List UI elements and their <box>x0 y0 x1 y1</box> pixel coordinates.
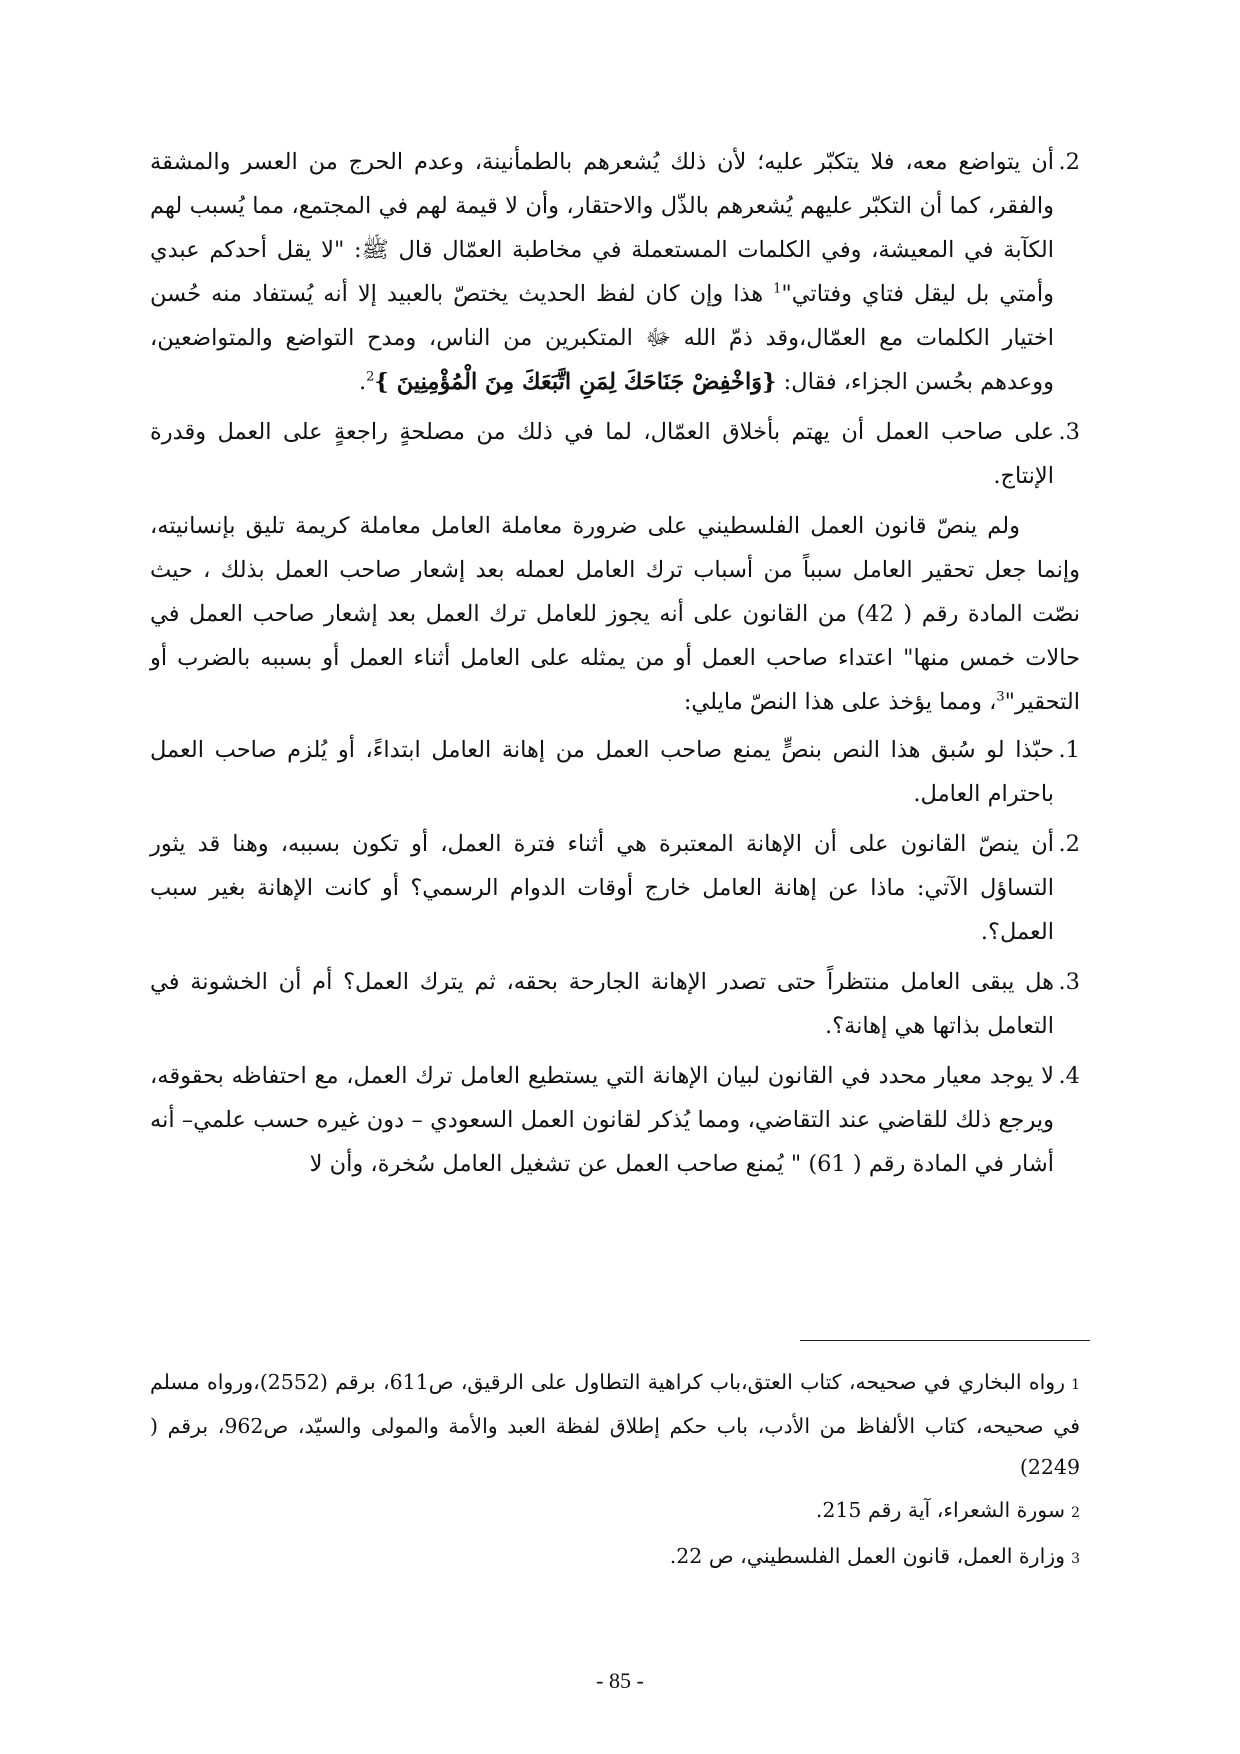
item-number: 2. <box>1058 149 1080 175</box>
item-text-part: . <box>358 369 367 395</box>
footnote-number: 3 <box>1071 1551 1080 1567</box>
page-number: - 85 - <box>596 1668 644 1693</box>
remark-item-3 <box>150 960 1080 1048</box>
footnote-text: سورة الشعراء، آية رقم 215. <box>815 1498 1066 1522</box>
footnote-1 <box>150 1362 1080 1488</box>
footnote-3 <box>150 1536 1080 1580</box>
footnote-2 <box>150 1490 1080 1534</box>
footnote-ref: 2 <box>366 369 375 385</box>
footnote-text: وزارة العمل، قانون العمل الفلسطيني، ص 22. <box>669 1544 1066 1568</box>
item-text <box>150 140 1054 404</box>
item-text: على صاحب العمل أن يهتم بأخلاق العمّال، لما في ذلك من مصلحةٍ راجعةٍ على العمل وقدرة الإنتاج. <box>150 419 1054 489</box>
footnotes <box>150 1362 1080 1582</box>
footnote-ref: 1 <box>773 281 782 297</box>
item-number: 1. <box>1058 737 1080 763</box>
item-text-part: هذا وإن كان لفظ الحديث يختصّ بالعبيد إلا أنه يُستفاد منه حُسن اختيار الكلمات مع العمّال،وقد ذمّ الله ﷻ المتكبرين من الناس، ومدح التواضع والمتواضعين، ووعدهم بحُسن الجزاء، فقال: <box>150 281 1054 395</box>
item-text-part: أن يتواضع معه، فلا يتكبّر عليه؛ لأن ذلك يُشعرهم بالطمأنينة، وعدم الحرج من العسر والمشقة والفقر، كما أن التكبّر عليهم يُشعرهم بالذّل والاحتقار، وأن لا قيمة لهم في المجتمع، مما يُسبب لهم الكآبة في المعيشة، وفي الكلمات المستعملة في مخاطبة العمّال قال ﷺ: "لا يقل أحدكم عبدي وأمتي بل ليقل فتاي وفتاتي" <box>150 149 1054 307</box>
item-number: 4. <box>1058 1063 1080 1089</box>
footnote-number: 2 <box>1071 1505 1080 1521</box>
list-item-3 <box>150 410 1080 498</box>
page-body <box>150 140 1080 1192</box>
paragraph-text: ، ومما يؤخذ على هذا النصّ مايلي: <box>683 689 997 715</box>
quran-verse: {وَاخْفِضْ جَنَاحَكَ لِمَنِ اتَّبَعَكَ مِنَ الْمُؤْمِنِينَ } <box>374 369 777 395</box>
list-item-2 <box>150 140 1080 404</box>
footnote-ref: 3 <box>996 689 1005 705</box>
paragraph-text: ولم ينصّ قانون العمل الفلسطيني على ضرورة معاملة العامل معاملة كريمة تليق بإنسانيته، وإنما جعل تحقير العامل سبباً من أسباب ترك العامل لعمله بعد إشعار صاحب العمل بذلك ، حيث نصّت المادة رقم ( 42) من القانون على أنه يجوز للعامل ترك العمل بعد إشعار صاحب العمل في حالات خمس منها" اعتداء صاحب العمل أو من يمثله على العامل أثناء العمل أو بسببه بالضرب أو التحقير" <box>150 513 1080 715</box>
remark-item-4 <box>150 1054 1080 1186</box>
footnote-number: 1 <box>1071 1377 1080 1393</box>
body-paragraph <box>150 504 1080 724</box>
remark-item-2 <box>150 822 1080 954</box>
item-text: هل يبقى العامل منتظراً حتى تصدر الإهانة الجارحة بحقه، ثم يترك العمل؟ أم أن الخشونة في التعامل بذاتها هي إهانة؟. <box>150 969 1054 1039</box>
item-number: 3. <box>1058 419 1080 445</box>
footnote-separator <box>800 1340 1090 1341</box>
item-text: أن ينصّ القانون على أن الإهانة المعتبرة هي أثناء فترة العمل، أو تكون بسببه، وهنا قد يثور التساؤل الآتي: ماذا عن إهانة العامل خارج أوقات الدوام الرسمي؟ أو كانت الإهانة بغير سبب العمل؟. <box>150 831 1054 945</box>
item-number: 3. <box>1058 969 1080 995</box>
item-number: 2. <box>1058 831 1080 857</box>
remark-item-1 <box>150 728 1080 816</box>
footnote-text: رواه البخاري في صحيحه، كتاب العتق،باب كراهية التطاول على الرقيق، ص611، برقم (2552)،ورواه مسلم في صحيحه، كتاب الألفاظ من الأدب، باب حكم إطلاق لفظة العبد والأمة والمولى والسيّد، ص962، برقم ( 2249) <box>150 1370 1081 1479</box>
item-text: لا يوجد معيار محدد في القانون لبيان الإهانة التي يستطيع العامل ترك العمل، مع احتفاظه بحقوقه، ويرجع ذلك للقاضي عند التقاضي، ومما يُذكر لقانون العمل السعودي – دون غيره حسب علمي– أنه أشار في المادة رقم ( 61) " يُمنع صاحب العمل عن تشغيل العامل سُخرة، وأن لا <box>150 1063 1054 1177</box>
item-text: حبّذا لو سُبق هذا النص بنصٍّ يمنع صاحب العمل من إهانة العامل ابتداءً، أو يُلزم صاحب العمل باحترام العامل. <box>150 737 1054 807</box>
